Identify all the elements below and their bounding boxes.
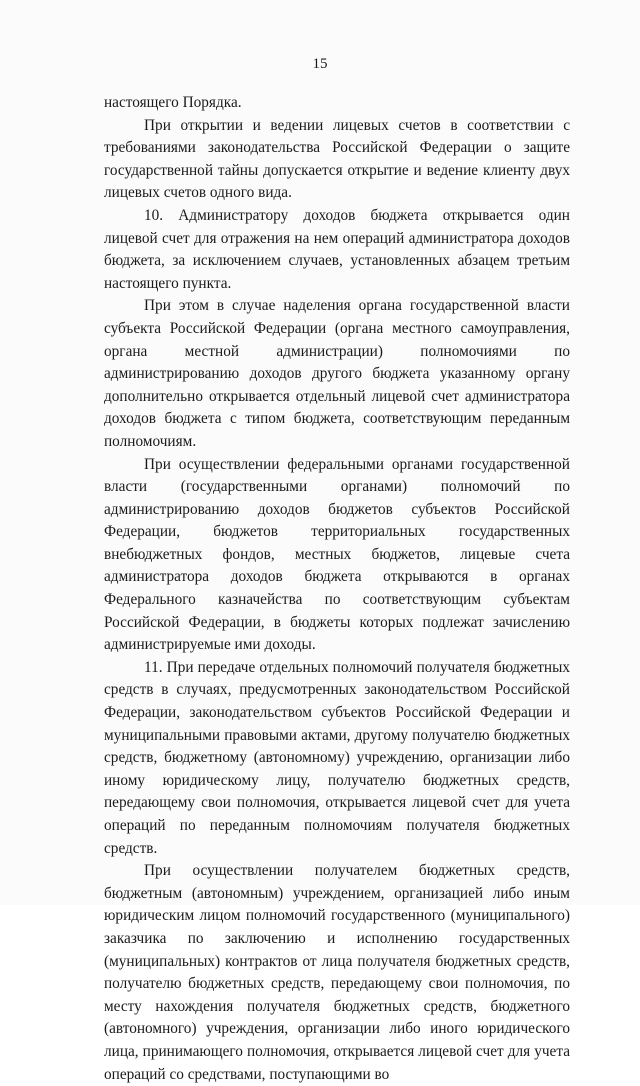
- page-number: 15: [312, 56, 328, 72]
- paragraph-customer-powers: При осуществлении получателем бюджетных средств, бюджетным (автономным) учреждением, организацией либо иным юридическим лицом полномочий государственного (муниципального) заказчика по заключению и исполнению государственных (муниципальных) контрактов от лица получателя бюджетных средств, получателю бюджетных средств, передающему свои полномочия, по месту нахождения получателя бюджетных средств, бюджетного (автономного) учреждения, организации либо иного юридического лица, принимающего полномочия, открывается лицевой счет для учета операций со средствами, поступающими во: [104, 862, 570, 1083]
- paragraph-item-11: 11. При передаче отдельных полномочий получателя бюджетных средств в случаях, предусмотренных законодательством Российской Федерации, законодательством субъектов Российской Федерации и муниципальными правовыми актами, другому получателю бюджетных средств, бюджетному (автономному) учреждению, организации либо иному юридическому лицу, получателю бюджетных средств, передающему свои полномочия, открывается лицевой счет для учета операций по переданным полномочиям получателя бюджетных средств.: [104, 658, 570, 857]
- paragraph-item-10: 10. Администратору доходов бюджета открывается один лицевой счет для отражения на нем операций администратора доходов бюджета, за исключением случаев, установленных абзацем третьим настоящего пункта.: [104, 206, 570, 292]
- paragraph-federal-bodies: При осуществлении федеральными органами государственной власти (государственными органами) полномочий по администрированию доходов бюджетов субъектов Российской Федерации, бюджетов территориальных государственных внебюджетных фондов, местных бюджетов, лицевые счета администратора доходов бюджета открываются в органах Федерального казначейства по соответствующим субъектам Российской Федерации, в бюджеты которых подлежат зачислению администрируемые ими доходы.: [104, 455, 570, 654]
- document-body: [104, 92, 570, 1086]
- paragraph-continuation: настоящего Порядка.: [104, 94, 242, 111]
- paragraph-state-secret: При открытии и ведении лицевых счетов в соответствии с требованиями законодательства Российской Федерации о защите государственной тайны допускается открытие и ведение клиенту двух лицевых счетов одного вида.: [104, 116, 570, 202]
- paragraph-delegated-authority: При этом в случае наделения органа государственной власти субъекта Российской Федерации (органа местного самоуправления, органа местной администрации) полномочиями по администрированию доходов другого бюджета указанному органу дополнительно открывается отдельный лицевой счет администратора доходов бюджета с типом бюджета, соответствующим переданным полномочиям.: [104, 297, 570, 450]
